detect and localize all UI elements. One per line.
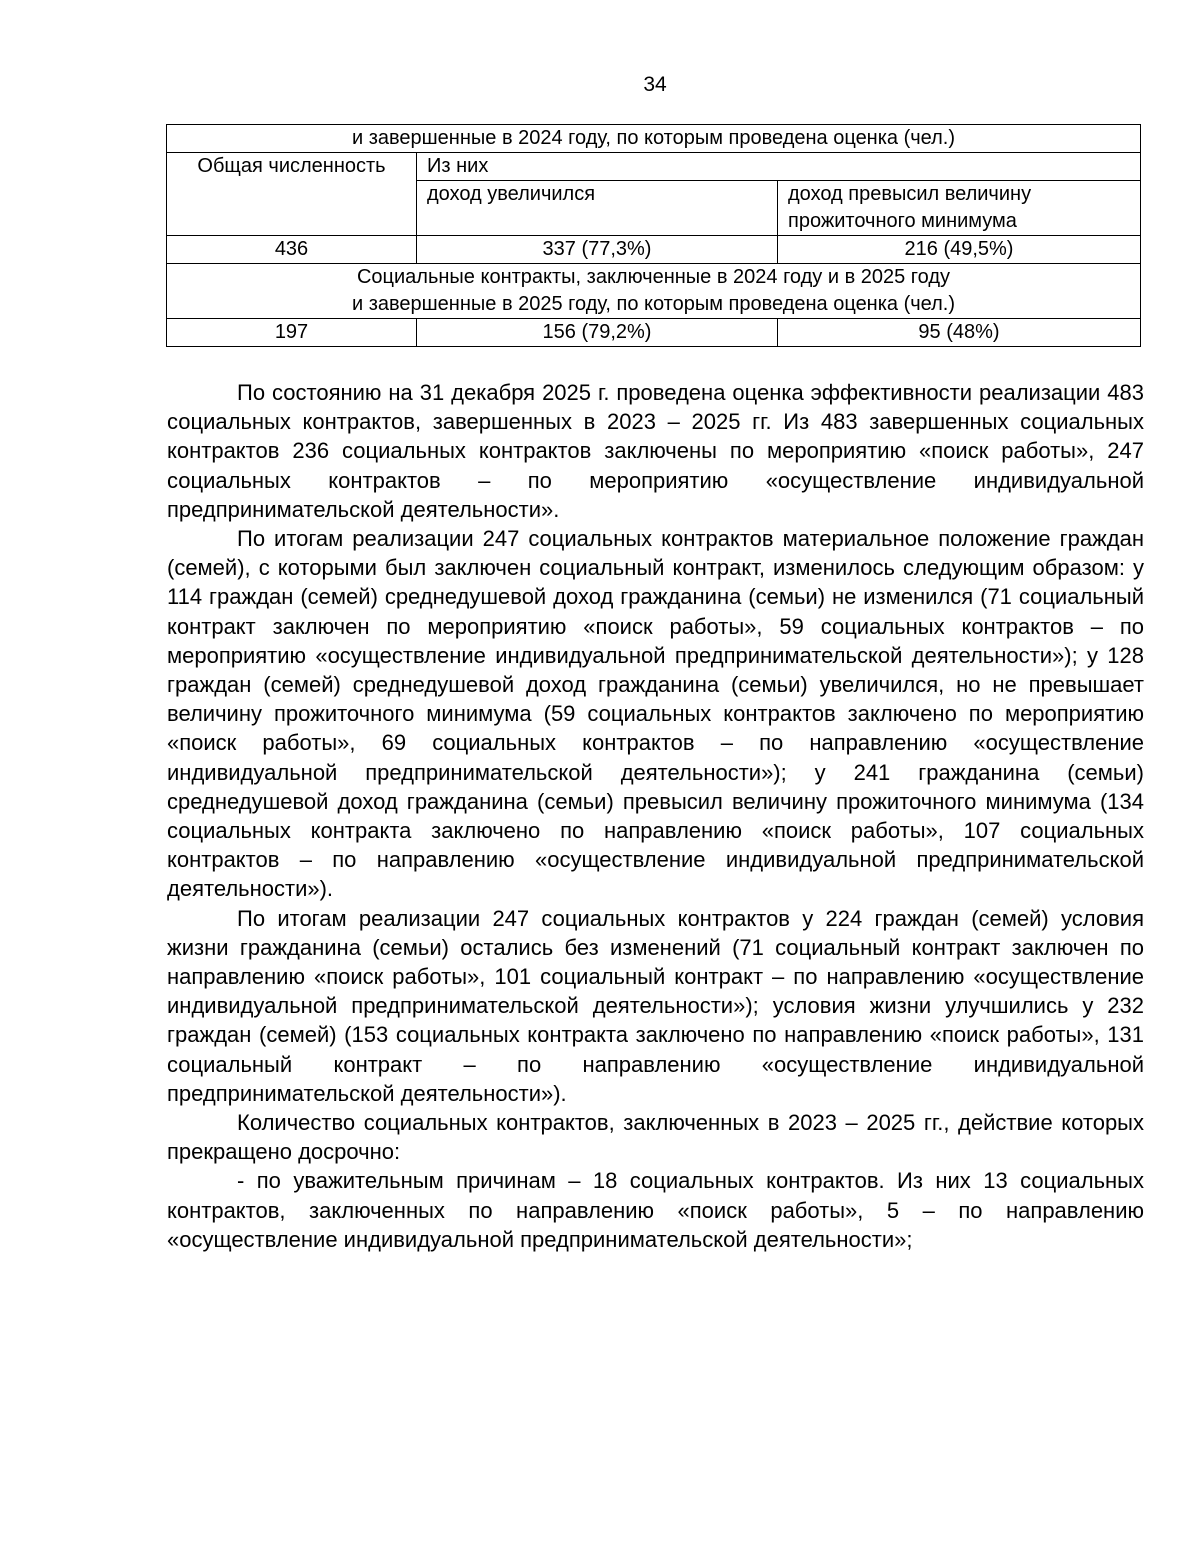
paragraph-living-conditions: По итогам реализации 247 социальных контрактов у 224 граждан (семей) условия жизни гражданина (семьи) остались без изменений (71 социальный контракт заключен по направлению «поиск работы», 101 социальный контракт – по направлению «осуществление индивидуальной предпринимательской деятельности»); условия жизни улучшились у 232 граждан (семей) (153 социальных контракта заключено по направлению «поиск работы», 131 социальный контракт – по направлению «осуществление индивидуальной предпринимательской деятельности»).	[167, 905, 1144, 1106]
paragraph-income-results: По итогам реализации 247 социальных контрактов материальное положение граждан (семей), с которыми был заключен социальный контракт, изменилось следующим образом: у 114 граждан (семей) среднедушевой доход гражданина (семьи) не изменился (71 социальный контракт заключен по мероприятию «поиск работы», 59 социальных контрактов – по мероприятию «осуществление индивидуальной предпринимательской деятельности»); у 128 граждан (семей) среднедушевой доход гражданина (семьи) увеличился, но не превышает величину прожиточного минимума (59 социальных контрактов заключено по мероприятию «поиск работы», 69 социальных контрактов – по направлению «осуществление индивидуальной предпринимательской деятельности»); у 241 гражданина (семьи) среднедушевой доход гражданина (семьи) превысил величину прожиточного минимума (134 социальных контракта заключено по направлению «поиск работы», 107 социальных контрактов – по направлению «осуществление индивидуальной предпринимательской деятельности»).	[167, 526, 1144, 902]
assessment-table	[166, 124, 1141, 347]
section2-heading-cell	[167, 264, 1141, 319]
row2-total-cell: 197	[167, 319, 417, 347]
section1-heading-cell: и завершенные в 2024 году, по которым проведена оценка (чел.)	[167, 125, 1141, 153]
header-income-exceeded-cell: доход превысил величину прожиточного минимума	[778, 181, 1141, 236]
list-item-valid-reasons: - по уважительным причинам – 18 социальных контрактов. Из них 13 социальных контрактов, заключенных по направлению «поиск работы», 5 – по направлению «осуществление индивидуальной предпринимательской деятельности»;	[167, 1168, 1144, 1252]
header-total-cell: Общая численность	[167, 153, 417, 236]
row2-exceeded-cell: 95 (48%)	[778, 319, 1141, 347]
row1-total-cell: 436	[167, 236, 417, 264]
section2-heading-line2: и завершенные в 2025 году, по которым проведена оценка (чел.)	[351, 293, 956, 315]
body-text	[167, 378, 1144, 1254]
row1-increased-cell: 337 (77,3%)	[417, 236, 778, 264]
table-row	[167, 125, 1141, 153]
row2-increased-cell: 156 (79,2%)	[417, 319, 778, 347]
header-of-them-cell: Из них	[417, 153, 1141, 181]
paragraph-assessment-summary: По состоянию на 31 декабря 2025 г. проведена оценка эффективности реализации 483 социальных контрактов, завершенных в 2023 – 2025 гг. Из 483 завершенных социальных контрактов 236 социальных контрактов заключены по мероприятию «поиск работы», 247 социальных контрактов – по мероприятию «осуществление индивидуальной предпринимательской деятельности».	[167, 380, 1144, 522]
table-row	[167, 264, 1141, 319]
section2-heading-line1: Социальные контракты, заключенные в 2024 году и в 2025 году	[356, 266, 951, 288]
paragraph-early-termination: Количество социальных контрактов, заключенных в 2023 – 2025 гг., действие которых прекращено досрочно:	[167, 1110, 1144, 1165]
table-row	[167, 236, 1141, 264]
table-row	[167, 153, 1141, 181]
row1-exceeded-cell: 216 (49,5%)	[778, 236, 1141, 264]
table-row	[167, 319, 1141, 347]
page-number: 34	[643, 73, 667, 96]
header-income-increased-cell: доход увеличился	[417, 181, 778, 236]
